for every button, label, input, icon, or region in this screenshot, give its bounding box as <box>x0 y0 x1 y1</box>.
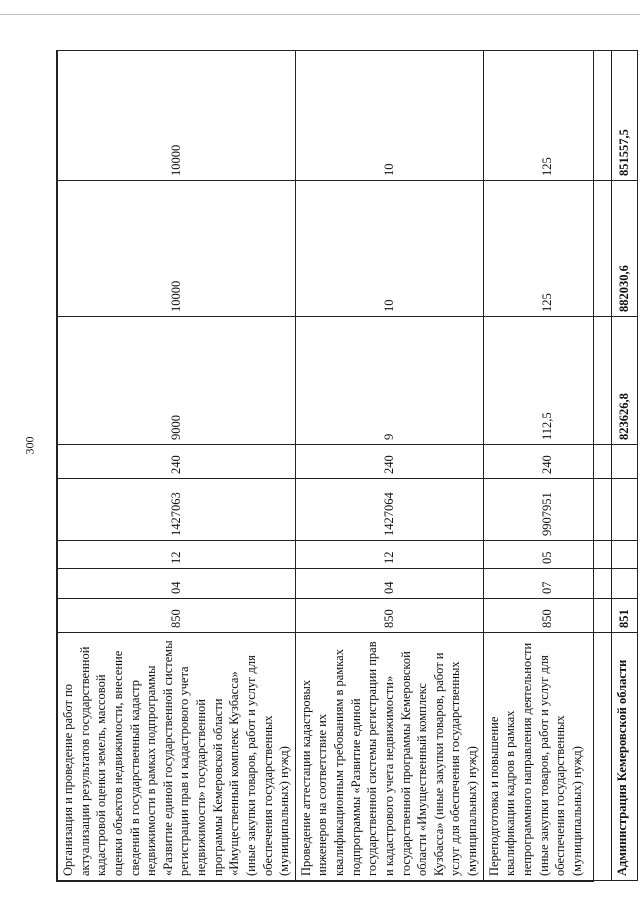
top-scan-line <box>0 14 640 15</box>
code-csr: 9907951 <box>483 479 611 541</box>
value-year-3: 851557,5 <box>611 51 637 181</box>
value-year-2: 10 <box>295 181 483 317</box>
value-year-1: 9 <box>295 317 483 445</box>
table-row <box>483 51 611 881</box>
code-pr: 12 <box>295 541 483 569</box>
row-name: Переподготовка и повышение квалификации кадров в рамках непрограммного направления деятельности (иные закупки товаров, работ и услуг для обеспечения государственных (муниципальных) нужд) <box>483 633 611 881</box>
code-vr: 240 <box>295 445 483 479</box>
value-year-1: 112,5 <box>483 317 611 445</box>
code-rz: 07 <box>483 569 611 599</box>
value-year-2: 882030,6 <box>611 181 637 317</box>
rotated-table-wrapper <box>57 51 631 881</box>
budget-table <box>57 50 638 881</box>
table-row-total <box>611 51 637 881</box>
row-name: Проведение аттестации кадастровых инженеров на соответствие их квалификационным требованиям в рамках подпрограммы «Развитие единой государственной системы регистрации прав и кадастрового учета недвижимости» государственной программы Кемеровской области «Имущественный комплекс Кузбасса» (иные закупки товаров, работ и услуг для обеспечения государственных (муниципальных) нужд) <box>295 633 483 881</box>
code-pr: 05 <box>483 541 611 569</box>
budget-table-frame <box>56 50 631 882</box>
code-csr <box>611 479 637 541</box>
value-year-1: 823626,8 <box>611 317 637 445</box>
code-csr: 1427064 <box>295 479 483 541</box>
code-ved: 851 <box>611 599 637 633</box>
code-vr: 240 <box>483 445 611 479</box>
code-ved: 850 <box>295 599 483 633</box>
code-ved: 850 <box>483 599 611 633</box>
code-csr: 1427063 <box>58 479 296 541</box>
code-ved: 850 <box>58 599 296 633</box>
row-name: Администрация Кемеровской области <box>611 633 637 881</box>
value-year-2: 125 <box>483 181 611 317</box>
code-vr <box>611 445 637 479</box>
value-year-3: 10 <box>295 51 483 181</box>
code-rz: 04 <box>58 569 296 599</box>
code-vr: 240 <box>58 445 296 479</box>
value-year-1: 9000 <box>58 317 296 445</box>
value-year-2: 10000 <box>58 181 296 317</box>
table-row <box>58 51 296 881</box>
row-name: Организация и проведение работ по актуализации результатов государственной кадастровой оценки земель, массовой оценки объектов недвижимости, внесение сведений в государственный кадастр недвижимости в рамках подпрограммы «Развитие единой государственной системы регистрации прав и кадастрового учета недвижимости» государственной программы Кемеровской области «Имущественный комплекс Кузбасса» (иные закупки товаров, работ и услуг для обеспечения государственных (муниципальных) нужд) <box>58 633 296 881</box>
page-number: 300 <box>22 436 37 455</box>
code-rz: 04 <box>295 569 483 599</box>
value-year-3: 10000 <box>58 51 296 181</box>
value-year-3: 125 <box>483 51 611 181</box>
code-pr <box>611 541 637 569</box>
code-pr: 12 <box>58 541 296 569</box>
table-row <box>295 51 483 881</box>
code-rz <box>611 569 637 599</box>
